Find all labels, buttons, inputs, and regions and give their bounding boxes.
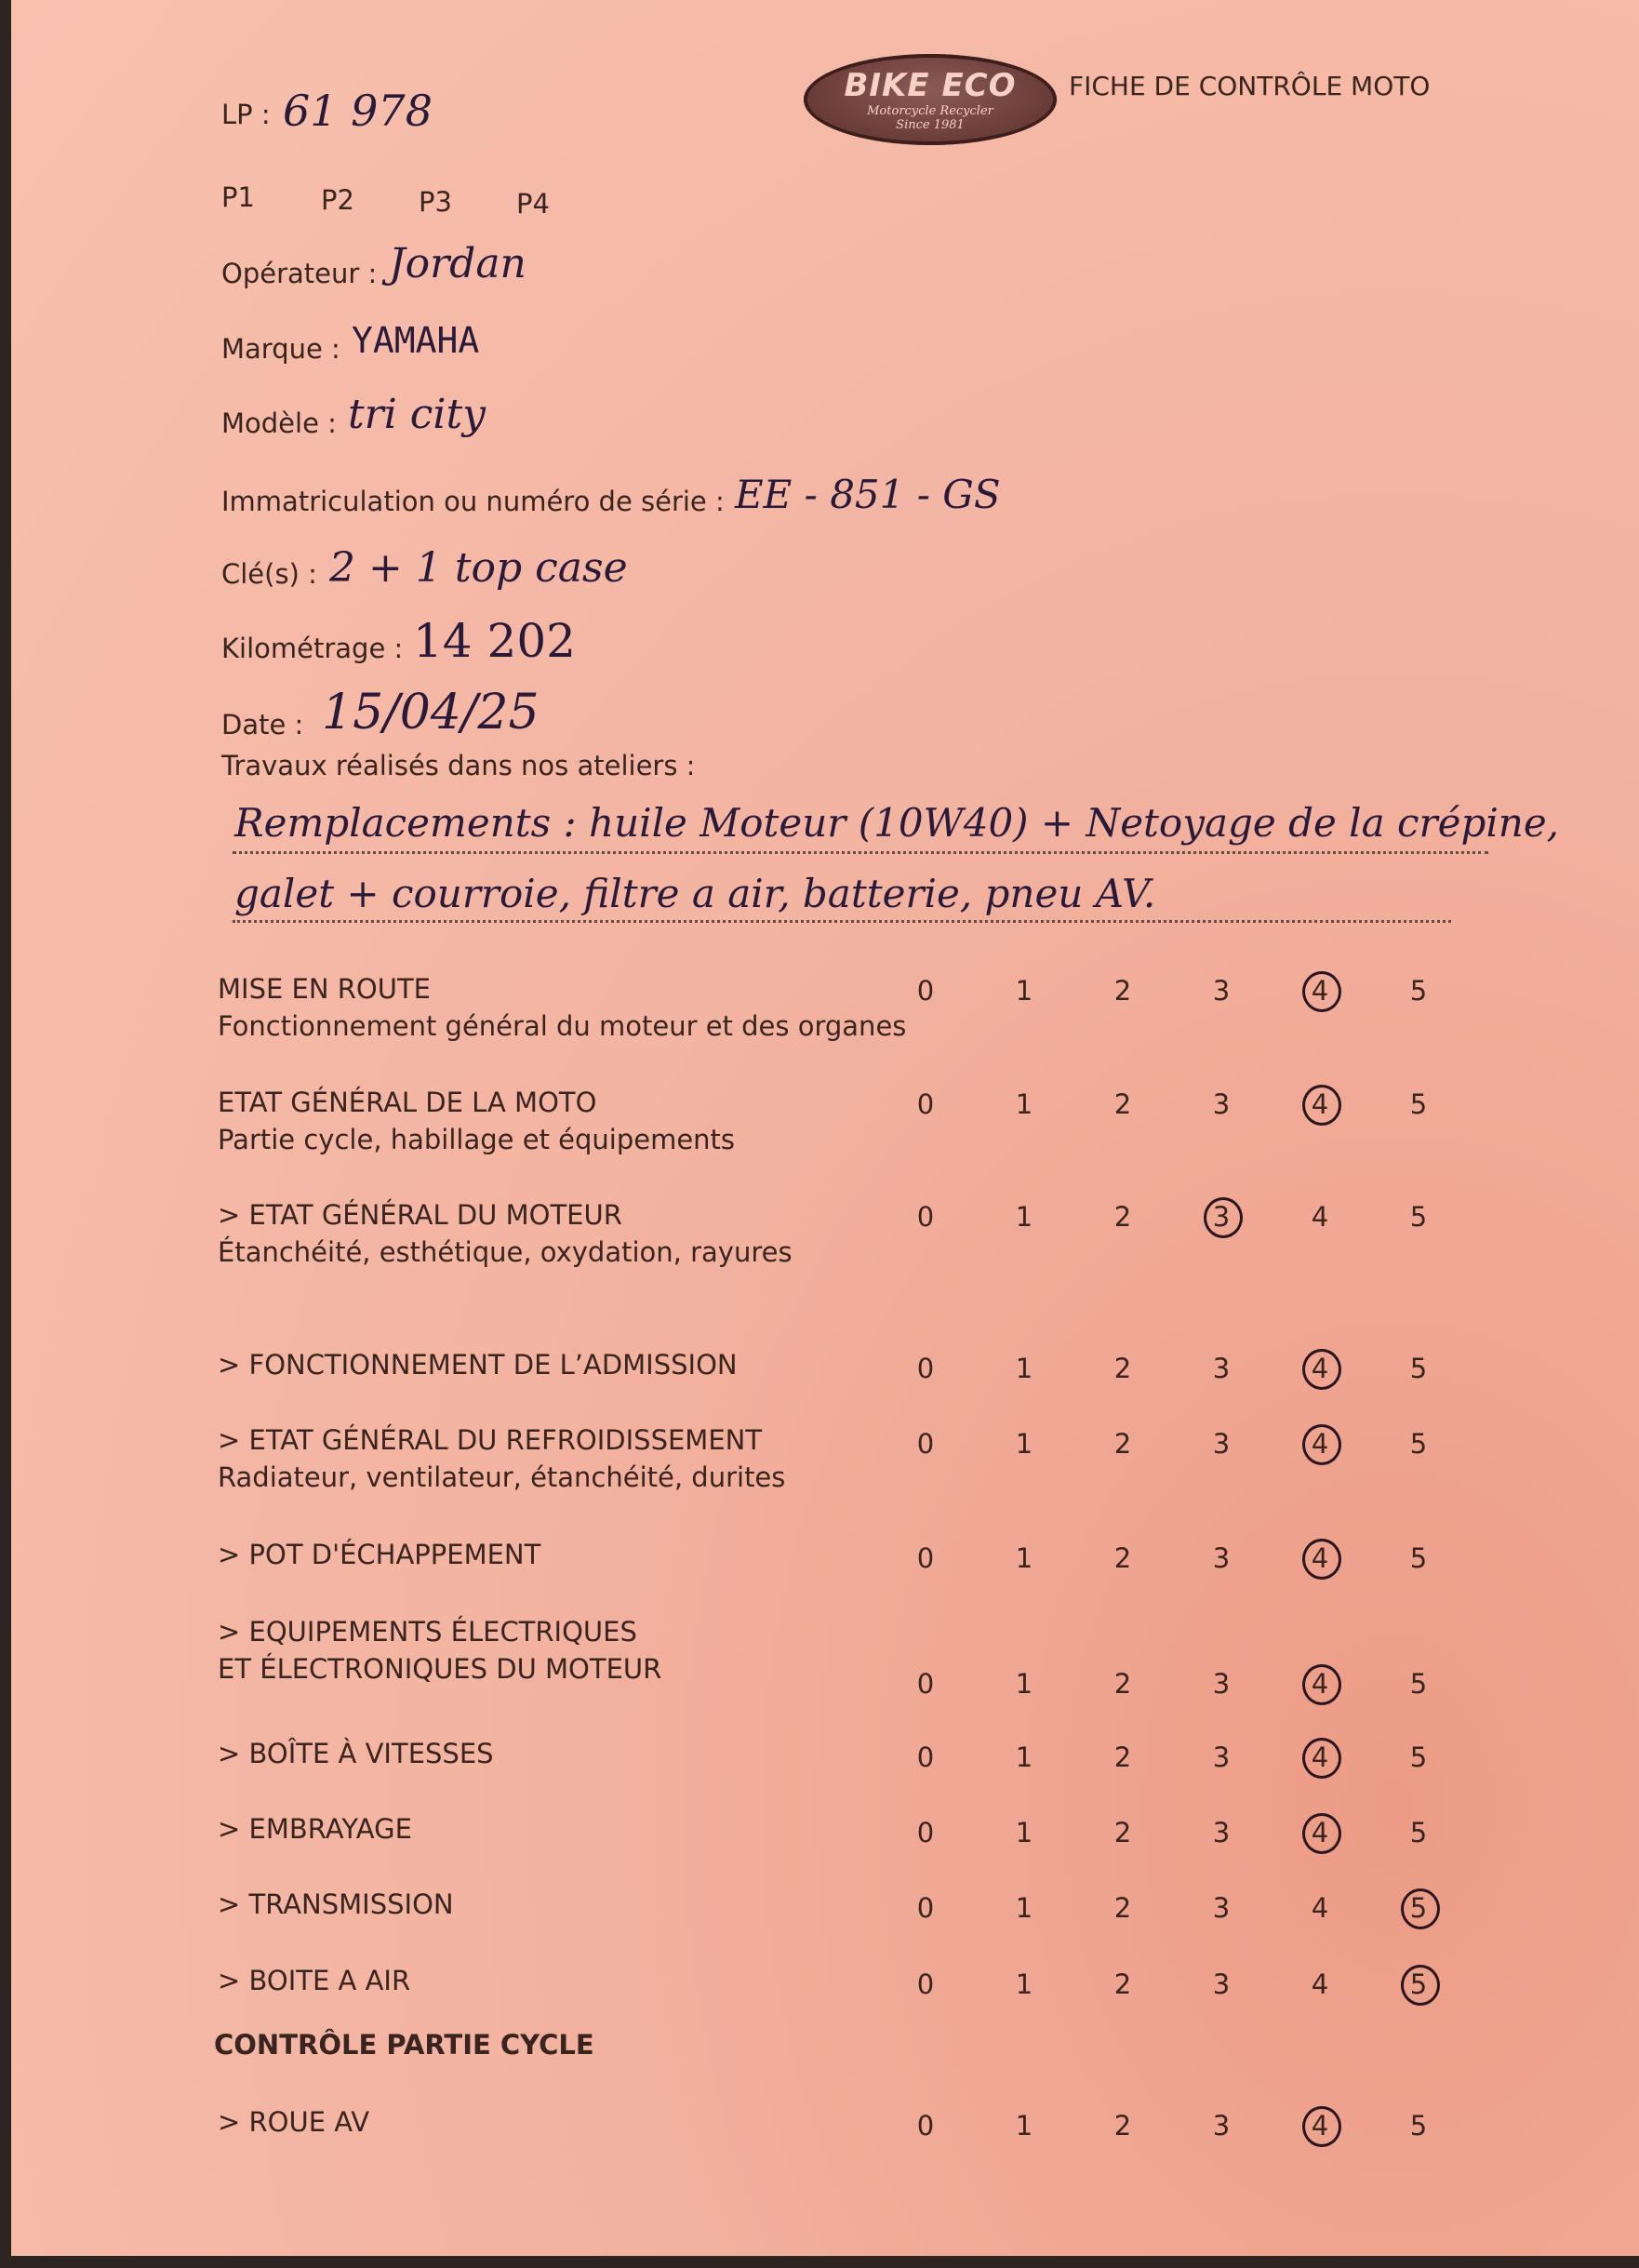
check-title-0: MISE EN ROUTE — [218, 973, 431, 1005]
check-6-score-3[interactable]: 3 — [1212, 1668, 1231, 1700]
check-title-6: > EQUIPEMENTS ÉLECTRIQUES — [218, 1616, 637, 1648]
check-8-score-1[interactable]: 1 — [1015, 1817, 1033, 1848]
mileage-value: 14 202 — [413, 614, 576, 668]
cycle-section-heading: CONTRÔLE PARTIE CYCLE — [214, 2029, 594, 2061]
form-title: FICHE DE CONTRÔLE MOTO — [1069, 71, 1431, 101]
cycle-check-0-score-4[interactable]: 4 — [1299, 2104, 1341, 2147]
check-7-score-3[interactable]: 3 — [1212, 1741, 1231, 1773]
check-4-score-2[interactable]: 2 — [1113, 1428, 1132, 1460]
check-subtitle-4: Radiateur, ventilateur, étanchéité, durites — [218, 1461, 786, 1493]
check-title-4: > ETAT GÉNÉRAL DU REFROIDISSEMENT — [218, 1424, 763, 1456]
check-2-score-0[interactable]: 0 — [916, 1201, 935, 1233]
cycle-check-0-score-3[interactable]: 3 — [1212, 2110, 1231, 2141]
cycle-check-title-0: > ROUE AV — [218, 2106, 370, 2138]
check-7-score-5[interactable]: 5 — [1409, 1741, 1428, 1773]
check-subtitle-2: Étanchéité, esthétique, oxydation, rayures — [218, 1236, 793, 1268]
position-p4: P4 — [516, 188, 550, 220]
check-title-9: > TRANSMISSION — [218, 1888, 454, 1920]
model-value: tri city — [348, 391, 486, 438]
check-1-score-5[interactable]: 5 — [1409, 1088, 1428, 1120]
check-0-score-0[interactable]: 0 — [916, 975, 935, 1007]
check-4-score-0[interactable]: 0 — [916, 1428, 935, 1460]
registration-value: EE - 851 - GS — [735, 472, 1001, 517]
check-1-score-4[interactable]: 4 — [1299, 1083, 1341, 1126]
cycle-check-0-score-5[interactable]: 5 — [1409, 2110, 1428, 2141]
check-4-score-5[interactable]: 5 — [1409, 1428, 1428, 1460]
check-title-5: > POT D'ÉCHAPPEMENT — [218, 1539, 541, 1570]
check-8-score-4[interactable]: 4 — [1299, 1811, 1341, 1854]
check-6-score-4[interactable]: 4 — [1299, 1662, 1341, 1705]
check-9-score-5[interactable]: 5 — [1397, 1887, 1440, 1929]
check-3-score-1[interactable]: 1 — [1015, 1353, 1033, 1384]
works-line-2: galet + courroie, filtre a air, batterie, pneu AV. — [234, 871, 1156, 916]
check-0-score-3[interactable]: 3 — [1212, 975, 1231, 1007]
brand-value: YAMAHA — [352, 320, 480, 361]
check-8-score-5[interactable]: 5 — [1409, 1817, 1428, 1848]
check-10-score-4[interactable]: 4 — [1311, 1968, 1329, 2000]
operator-value: Jordan — [389, 240, 526, 287]
check-10-score-5[interactable]: 5 — [1397, 1963, 1440, 2006]
check-title-1: ETAT GÉNÉRAL DE LA MOTO — [218, 1087, 597, 1118]
check-title-7: > BOÎTE À VITESSES — [218, 1738, 494, 1769]
check-7-score-1[interactable]: 1 — [1015, 1741, 1033, 1773]
check-1-score-2[interactable]: 2 — [1113, 1088, 1132, 1120]
check-3-score-3[interactable]: 3 — [1212, 1353, 1231, 1384]
works-line-2-rule — [233, 920, 1451, 923]
check-6-score-5[interactable]: 5 — [1409, 1668, 1428, 1700]
check-5-score-4[interactable]: 4 — [1299, 1537, 1341, 1580]
check-8-score-3[interactable]: 3 — [1212, 1817, 1231, 1848]
check-5-score-0[interactable]: 0 — [916, 1542, 935, 1574]
check-1-score-0[interactable]: 0 — [916, 1088, 935, 1120]
check-9-score-4[interactable]: 4 — [1311, 1892, 1329, 1924]
check-title-8: > EMBRAYAGE — [218, 1813, 412, 1845]
check-9-score-3[interactable]: 3 — [1212, 1892, 1231, 1924]
check-7-score-4[interactable]: 4 — [1299, 1736, 1341, 1779]
cycle-check-0-score-2[interactable]: 2 — [1113, 2110, 1132, 2141]
check-1-score-3[interactable]: 3 — [1212, 1088, 1231, 1120]
works-line-1-rule — [233, 851, 1488, 854]
works-label: Travaux réalisés dans nos ateliers : — [221, 750, 696, 781]
brand-label: Marque : — [221, 333, 340, 365]
check-3-score-4[interactable]: 4 — [1299, 1347, 1341, 1390]
check-3-score-5[interactable]: 5 — [1409, 1353, 1428, 1384]
cycle-check-0-score-1[interactable]: 1 — [1015, 2110, 1033, 2141]
check-10-score-2[interactable]: 2 — [1113, 1968, 1132, 2000]
check-4-score-1[interactable]: 1 — [1015, 1428, 1033, 1460]
check-10-score-1[interactable]: 1 — [1015, 1968, 1033, 2000]
check-2-score-5[interactable]: 5 — [1409, 1201, 1428, 1233]
check-6-score-0[interactable]: 0 — [916, 1668, 935, 1700]
check-0-score-2[interactable]: 2 — [1113, 975, 1132, 1007]
check-1-score-1[interactable]: 1 — [1015, 1088, 1033, 1120]
check-2-score-1[interactable]: 1 — [1015, 1201, 1033, 1233]
check-3-score-0[interactable]: 0 — [916, 1353, 935, 1384]
check-4-score-3[interactable]: 3 — [1212, 1428, 1231, 1460]
check-0-score-5[interactable]: 5 — [1409, 975, 1428, 1007]
check-2-score-2[interactable]: 2 — [1113, 1201, 1132, 1233]
lp-label: LP : — [221, 99, 271, 130]
check-5-score-2[interactable]: 2 — [1113, 1542, 1132, 1574]
check-9-score-2[interactable]: 2 — [1113, 1892, 1132, 1924]
check-5-score-5[interactable]: 5 — [1409, 1542, 1428, 1574]
check-10-score-0[interactable]: 0 — [916, 1968, 935, 2000]
inspection-sheet — [11, 0, 1639, 2256]
check-9-score-0[interactable]: 0 — [916, 1892, 935, 1924]
check-2-score-3[interactable]: 3 — [1200, 1195, 1243, 1238]
position-p1: P1 — [221, 181, 255, 213]
mileage-label: Kilométrage : — [221, 633, 404, 664]
check-title-2: > ETAT GÉNÉRAL DU MOTEUR — [218, 1199, 622, 1231]
position-p2: P2 — [321, 184, 354, 216]
date-value: 15/04/25 — [322, 685, 540, 740]
check-4-score-4[interactable]: 4 — [1299, 1422, 1341, 1465]
cycle-check-0-score-0[interactable]: 0 — [916, 2110, 935, 2141]
position-p3: P3 — [419, 186, 452, 218]
lp-value: 61 978 — [283, 86, 433, 136]
check-0-score-1[interactable]: 1 — [1015, 975, 1033, 1007]
bike-eco-logo: BIKE ECO Motorcycle Recycler Since 1981 — [804, 54, 1057, 145]
check-title-3: > FONCTIONNEMENT DE L’ADMISSION — [218, 1349, 738, 1381]
check-subtitle-1: Partie cycle, habillage et équipements — [218, 1124, 736, 1155]
check-5-score-3[interactable]: 3 — [1212, 1542, 1231, 1574]
works-line-1: Remplacements : huile Moteur (10W40) + Netoyage de la crépine, — [234, 800, 1560, 846]
check-10-score-3[interactable]: 3 — [1212, 1968, 1231, 2000]
check-5-score-1[interactable]: 1 — [1015, 1542, 1033, 1574]
check-8-score-2[interactable]: 2 — [1113, 1817, 1132, 1848]
check-3-score-2[interactable]: 2 — [1113, 1353, 1132, 1384]
check-6-score-1[interactable]: 1 — [1015, 1668, 1033, 1700]
keys-value: 2 + 1 top case — [329, 544, 628, 592]
registration-label: Immatriculation ou numéro de série : — [221, 486, 725, 517]
check-8-score-0[interactable]: 0 — [916, 1817, 935, 1848]
check-7-score-0[interactable]: 0 — [916, 1741, 935, 1773]
check-7-score-2[interactable]: 2 — [1113, 1741, 1132, 1773]
keys-label: Clé(s) : — [221, 558, 317, 590]
check-title-10: > BOITE A AIR — [218, 1965, 411, 1996]
check-2-score-4[interactable]: 4 — [1311, 1201, 1329, 1233]
operator-label: Opérateur : — [221, 258, 378, 289]
check-subtitle-6: ET ÉLECTRONIQUES DU MOTEUR — [218, 1653, 662, 1685]
model-label: Modèle : — [221, 407, 337, 439]
check-9-score-1[interactable]: 1 — [1015, 1892, 1033, 1924]
check-subtitle-0: Fonctionnement général du moteur et des organes — [218, 1010, 907, 1042]
date-label: Date : — [221, 709, 304, 740]
check-0-score-4[interactable]: 4 — [1299, 969, 1341, 1012]
check-6-score-2[interactable]: 2 — [1113, 1668, 1132, 1700]
